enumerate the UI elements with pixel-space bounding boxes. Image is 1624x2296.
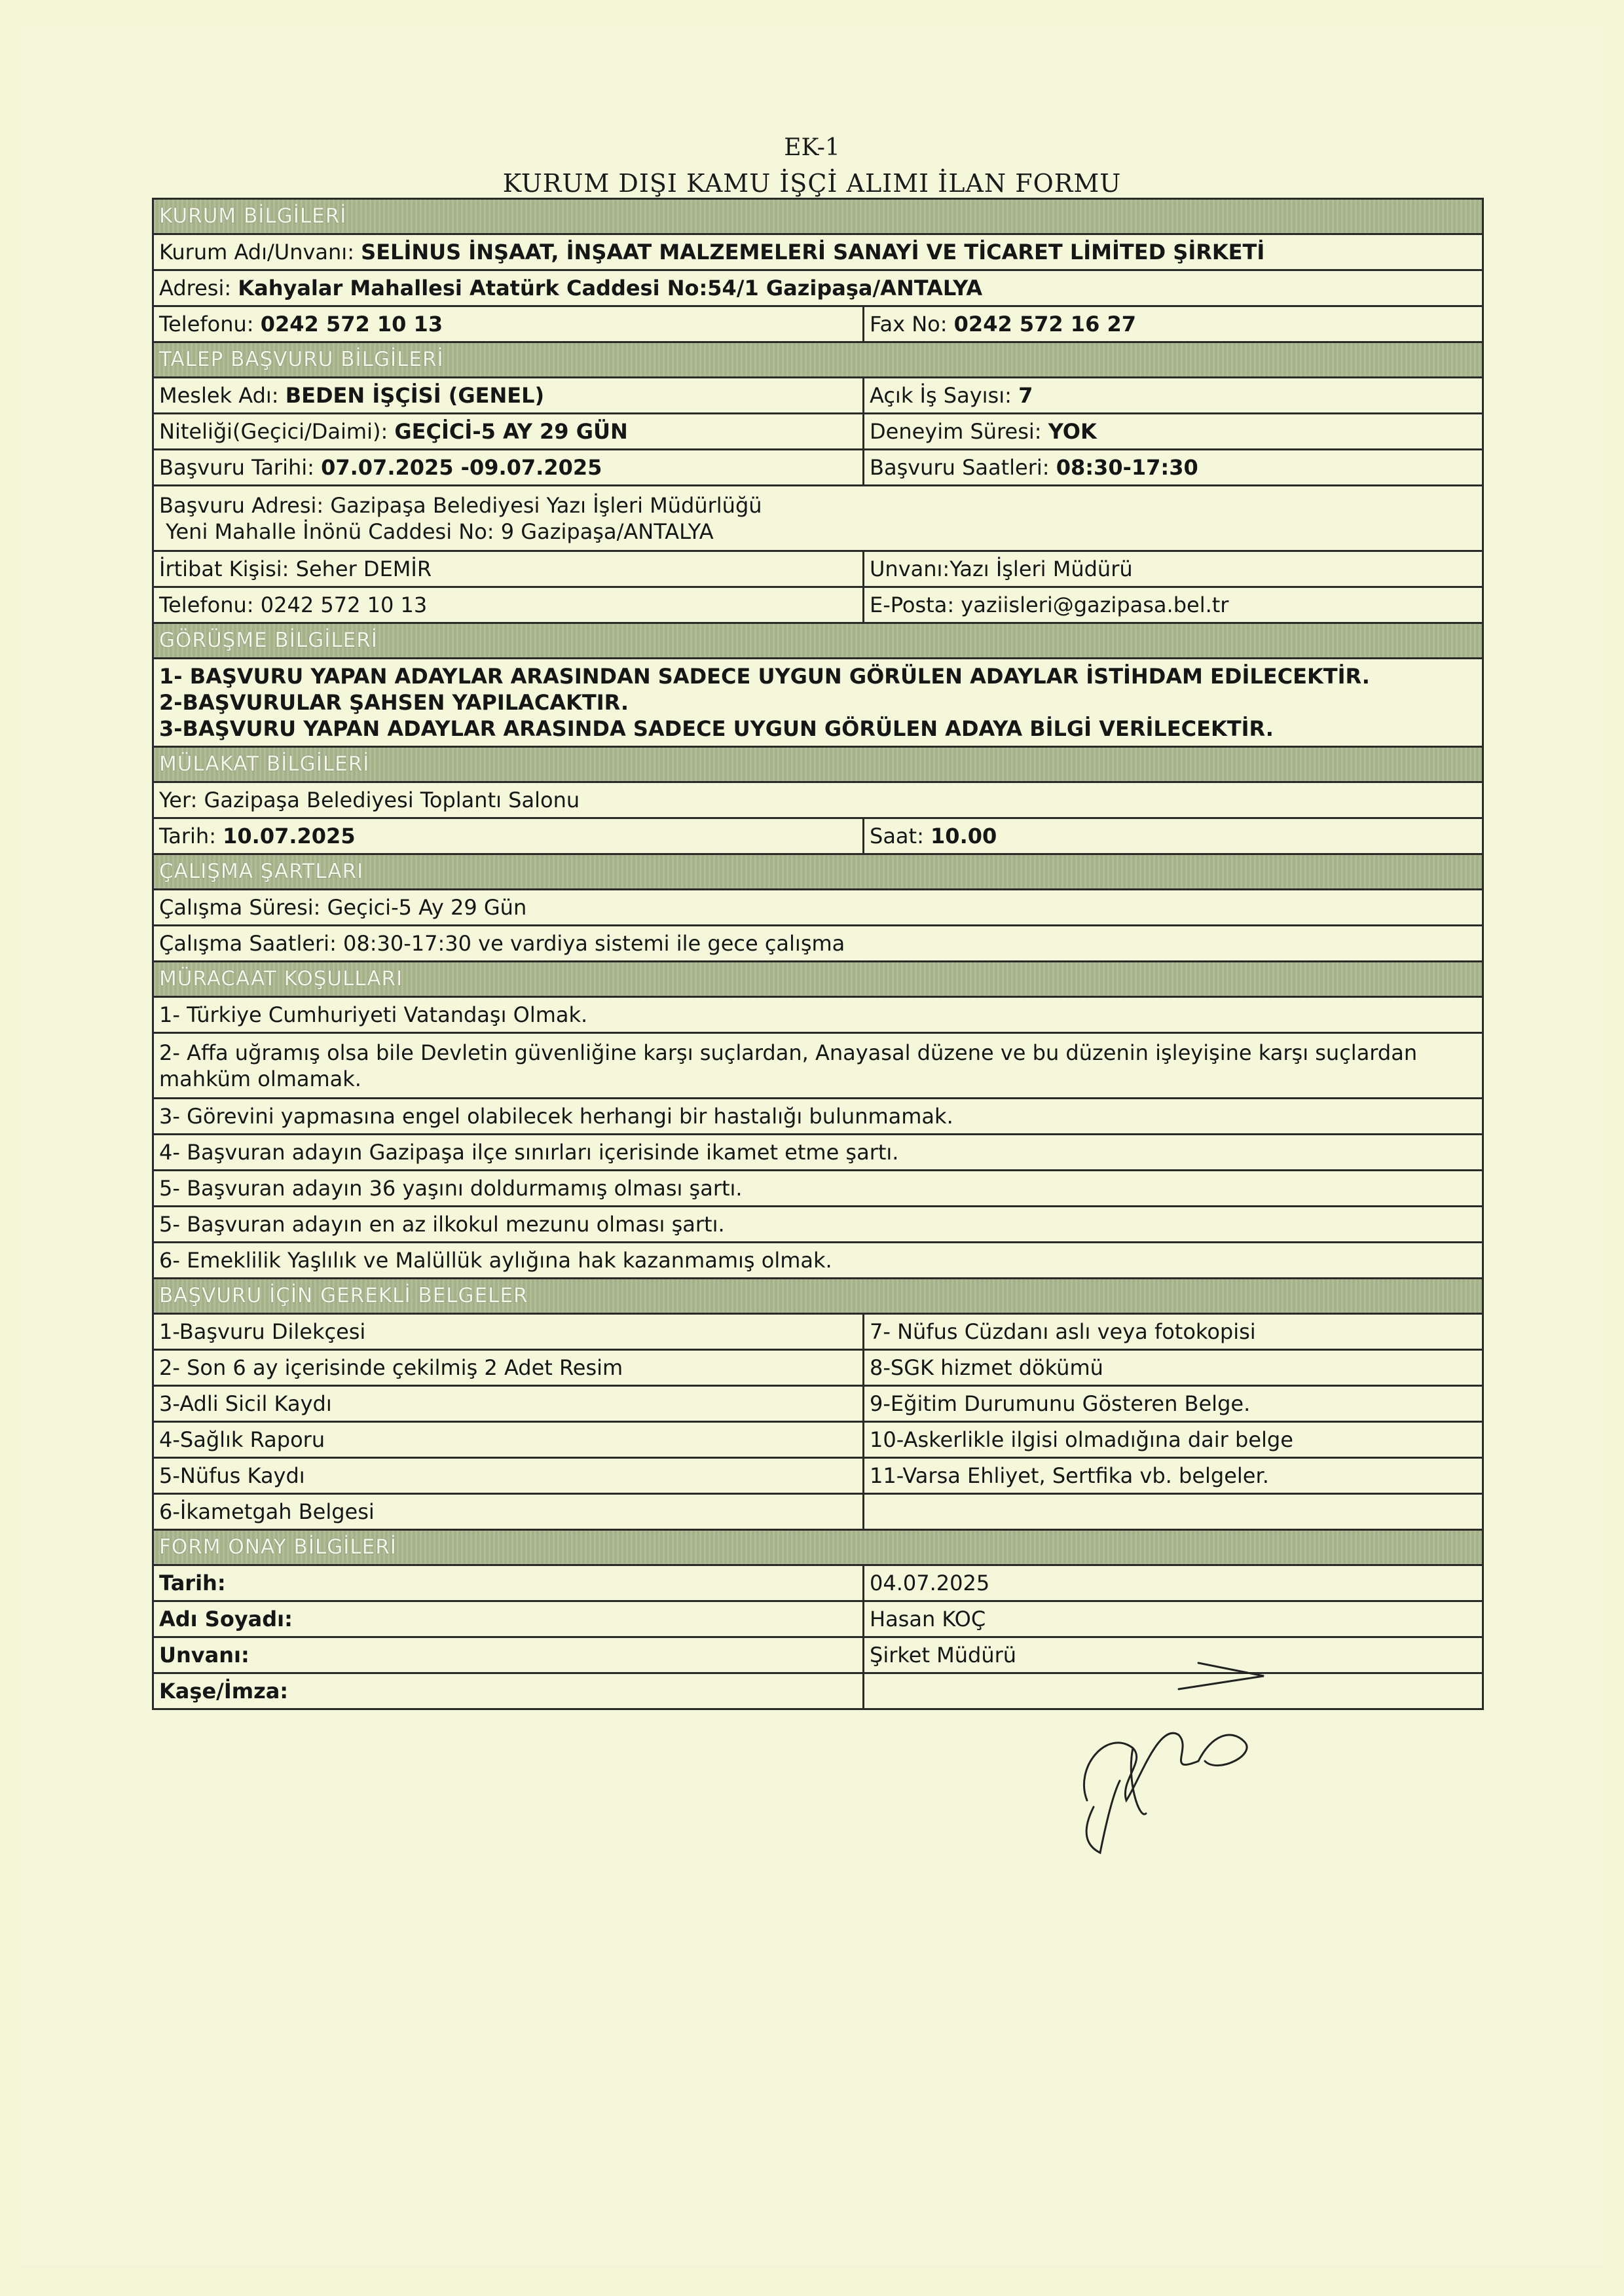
onay-row-unvan: Unvanı: Şirket Müdürü [154,1636,1482,1672]
basvuru-saatleri-value: 08:30-17:30 [1056,455,1198,480]
basvuru-tarihi-label: Başvuru Tarihi: [159,455,322,480]
kurum-adi-value: SELİNUS İNŞAAT, İNŞAAT MALZEMELERİ SANAYİ VE TİCARET LİMİTED ŞİRKETİ [361,240,1265,264]
deneyim-label: Deneyim Süresi: [870,419,1048,444]
row-gorusme-notes [154,657,1482,746]
belge-row: 5-Nüfus Kaydı 11-Varsa Ehliyet, Sertfika vb. belgeler. [154,1457,1482,1493]
section-kurum: KURUM BİLGİLERİ [154,198,1482,233]
section-calisma: ÇALIŞMA ŞARTLARI [154,853,1482,888]
acik-is-value: 7 [1018,383,1033,408]
section-gorusme: GÖRÜŞME BİLGİLERİ [154,622,1482,657]
muracaat-item: 4- Başvuran adayın Gazipaşa ilçe sınırları içerisinde ikamet etme şartı. [154,1133,1482,1169]
section-onay: FORM ONAY BİLGİLERİ [154,1529,1482,1564]
row-kurum-adi [154,233,1482,269]
belge-row: 2- Son 6 ay içerisinde çekilmiş 2 Adet Resim 8-SGK hizmet dökümü [154,1349,1482,1385]
acik-is-label: Açık İş Sayısı: [870,383,1019,408]
signature-icon [1048,1650,1283,1859]
adres-value: Kahyalar Mahallesi Atatürk Caddesi No:54/1 Gazipaşa/ANTALYA [238,276,983,301]
telefon-label: Telefonu: [159,312,261,337]
gorusme-note-3: 3-BAŞVURU YAPAN ADAYLAR ARASINDA SADECE UYGUN GÖRÜLEN ADAYA BİLGİ VERİLECEKTİR. [159,716,1274,741]
gorusme-note-2: 2-BAŞVURULAR ŞAHSEN YAPILACAKTIR. [159,690,629,715]
onay-row-kase: Kaşe/İmza: [154,1672,1482,1708]
mulakat-tarih-value: 10.07.2025 [223,824,356,848]
gorusme-note-1: 1- BAŞVURU YAPAN ADAYLAR ARASINDAN SADECE UYGUN GÖRÜLEN ADAYLAR İSTİHDAM EDİLECEKTİR. [159,664,1370,689]
row-nitelik [154,412,1482,448]
irtibat-kisisi: İrtibat Kişisi: Seher DEMİR [154,552,864,586]
muracaat-item: 5- Başvuran adayın en az ilkokul mezunu olması şartı. [154,1205,1482,1241]
irtibat-unvani: Unvanı:Yazı İşleri Müdürü [870,556,1133,581]
row-basvuru-tarihi [154,448,1482,484]
mulakat-saat-value: 10.00 [931,824,997,848]
muracaat-item: 2- Affa uğramış olsa bile Devletin güvenliğine karşı suçlardan, Anayasal düzene ve bu düzenin işleyişine karşı suçlardan mahküm olmamak. [154,1032,1482,1097]
row-meslek [154,376,1482,412]
belge-row: 1-Başvuru Dilekçesi 7- Nüfus Cüzdanı aslı veya fotokopisi [154,1313,1482,1349]
section-muracaat: MÜRACAAT KOŞULLARI [154,960,1482,996]
basvuru-adresi-line2: Yeni Mahalle İnönü Caddesi No: 9 Gazipaşa/ANTALYA [159,519,714,544]
fax-value: 0242 572 16 27 [953,312,1136,337]
mulakat-yer: Yer: Gazipaşa Belediyesi Toplantı Salonu [159,788,580,812]
row-calisma-saatleri [154,924,1482,960]
job-posting-form [152,198,1484,1710]
basvuru-adresi-line1: Başvuru Adresi: Gazipaşa Belediyesi Yazı İşleri Müdürlüğü [159,492,762,518]
section-belgeler: BAŞVURU İÇİN GEREKLİ BELGELER [154,1277,1482,1313]
section-mulakat: MÜLAKAT BİLGİLERİ [154,746,1482,781]
onay-row-tarih: Tarih: 04.07.2025 [154,1564,1482,1600]
calisma-saatleri: Çalışma Saatleri: 08:30-17:30 ve vardiya sistemi ile gece çalışma [159,931,845,956]
belge-row: 4-Sağlık Raporu 10-Askerlikle ilgisi olmadığına dair belge [154,1421,1482,1457]
onay-row-adi: Adı Soyadı: Hasan KOÇ [154,1600,1482,1636]
muracaat-item: 5- Başvuran adayın 36 yaşını doldurmamış olması şartı. [154,1169,1482,1205]
nitelik-label: Niteliği(Geçici/Daimi): [159,419,395,444]
calisma-suresi: Çalışma Süresi: Geçici-5 Ay 29 Gün [159,895,527,920]
row-kurum-telefon [154,305,1482,341]
row-calisma-suresi [154,888,1482,924]
nitelik-value: GEÇİCİ-5 AY 29 GÜN [394,419,628,444]
deneyim-value: YOK [1048,419,1097,444]
basvuru-tarihi-value: 07.07.2025 -09.07.2025 [321,455,602,480]
row-irtibat-iletisim [154,586,1482,622]
basvuru-saatleri-label: Başvuru Saatleri: [870,455,1056,480]
row-basvuru-adresi [154,484,1482,550]
fax-label: Fax No: [870,312,954,337]
muracaat-item: 1- Türkiye Cumhuriyeti Vatandaşı Olmak. [154,996,1482,1032]
belge-row: 3-Adli Sicil Kaydı 9-Eğitim Durumunu Gösteren Belge. [154,1385,1482,1421]
form-title: KURUM DIŞI KAMU İŞÇİ ALIMI İLAN FORMU [502,169,1122,198]
row-kurum-adres [154,269,1482,305]
row-mulakat-tarih [154,817,1482,853]
irtibat-eposta: E-Posta: yaziisleri@gazipasa.bel.tr [870,592,1229,617]
irtibat-telefon: Telefonu: 0242 572 10 13 [154,588,864,622]
row-mulakat-yer [154,781,1482,817]
telefon-value: 0242 572 10 13 [260,312,443,337]
belge-row: 6-İkametgah Belgesi [154,1493,1482,1529]
meslek-value: BEDEN İŞÇİSİ (GENEL) [285,383,545,408]
section-talep: TALEP BAŞVURU BİLGİLERİ [154,341,1482,376]
annex-label: EK-1 [784,134,840,161]
mulakat-tarih-label: Tarih: [159,824,223,848]
muracaat-item: 6- Emeklilik Yaşlılık ve Malüllük aylığına hak kazanmamış olmak. [154,1241,1482,1277]
muracaat-item: 3- Görevini yapmasına engel olabilecek herhangi bir hastalığı bulunmamak. [154,1097,1482,1133]
meslek-label: Meslek Adı: [159,383,286,408]
kurum-adi-label: Kurum Adı/Unvanı: [159,240,361,264]
mulakat-saat-label: Saat: [870,824,931,848]
row-irtibat [154,550,1482,586]
adres-label: Adresi: [159,276,238,301]
